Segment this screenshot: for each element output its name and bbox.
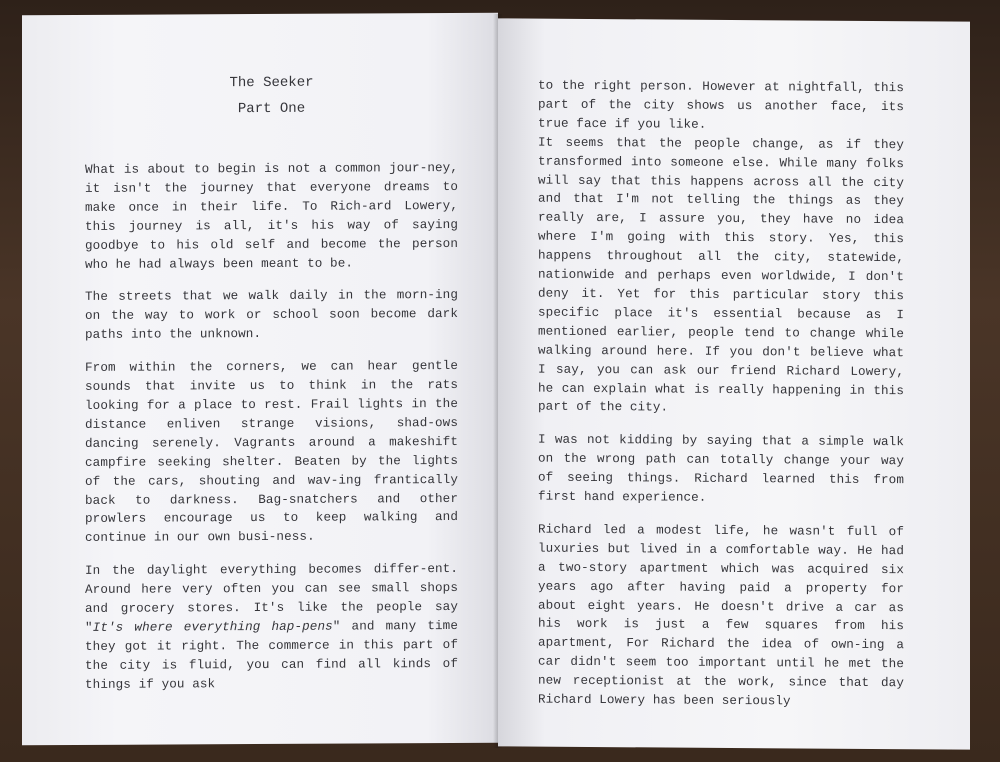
chapter-heading	[85, 69, 458, 123]
paragraph-text: In the daylight everything becomes differ-ent. Around here very often you can see small shops and grocery stores. It's like the people say "	[85, 562, 458, 635]
quote-text: It's where everything hap-pens	[92, 619, 333, 635]
paragraph-text: " and many time they got it right. The commerce in this part of the city is fluid, you can find all kinds of things if you ask	[85, 618, 458, 692]
right-page	[498, 18, 970, 749]
paragraph	[85, 560, 458, 694]
book-title: The Seeker	[229, 74, 314, 92]
part-title: Part One	[237, 100, 306, 118]
paragraph: I was not kidding by saying that a simple walk on the wrong path can totally change your way of seeing things. Richard learned this from first hand experience.	[538, 432, 904, 505]
paragraph: The streets that we walk daily in the morn-ing on the way to work or school soon become dark paths into the unknown.	[85, 288, 458, 343]
left-page	[22, 13, 498, 745]
paragraph: What is about to begin is not a common jour-ney, it isn't the journey that everyone dreams to make once in their life. To Rich-ard Lowery, this journey is all, it's his way of saying goodbye to his old self and become the person who he had always been meant to be.	[85, 160, 458, 272]
paragraph: It seems that the people change, as if they transformed into someone else. While many folks will say that this happens across all the city and that I'm not telling the things as they really are, I assure you, they have no idea where I'm going with this story. Yes, this happens throughout all the city, statewide, nationwide and perhaps even worldwide, I don't deny it. Yet for this particular story this specific place it's essential because as I mentioned earlier, people tend to change while walking around here. If you don't believe what I say, you can ask our friend Richard Lowery, he can explain what is really happening in this part of the city.	[538, 135, 904, 415]
paragraph-continuation: to the right person. However at nightfall, this part of the city shows us another face, its true face if you like.	[538, 78, 904, 132]
paragraph: Richard led a modest life, he wasn't full of luxuries but lived in a comfortable way. He had a two-story apartment which was acquired six years ago after having paid a property for about eight years. He doesn't drive a car as his work is just a few squares from his apartment, For Richard the idea of own-ing a car didn't seem too important until he met the new receptionist at the work, since that day Richard Lowery has been seriously	[538, 522, 904, 709]
paragraph: From within the corners, we can hear gentle sounds that invite us to think in the rats looking for a place to rest. Frail lights in the distance enliven strange visions, shad-ows dancing serenely. Vagrants around a makeshift campfire seeking shelter. Beaten by the lights of the cars, shouting and wav-ing frantically back to darkness. Bag-snatchers and other prowlers encourage us to keep walking and continue in our own busi-ness.	[85, 359, 458, 546]
